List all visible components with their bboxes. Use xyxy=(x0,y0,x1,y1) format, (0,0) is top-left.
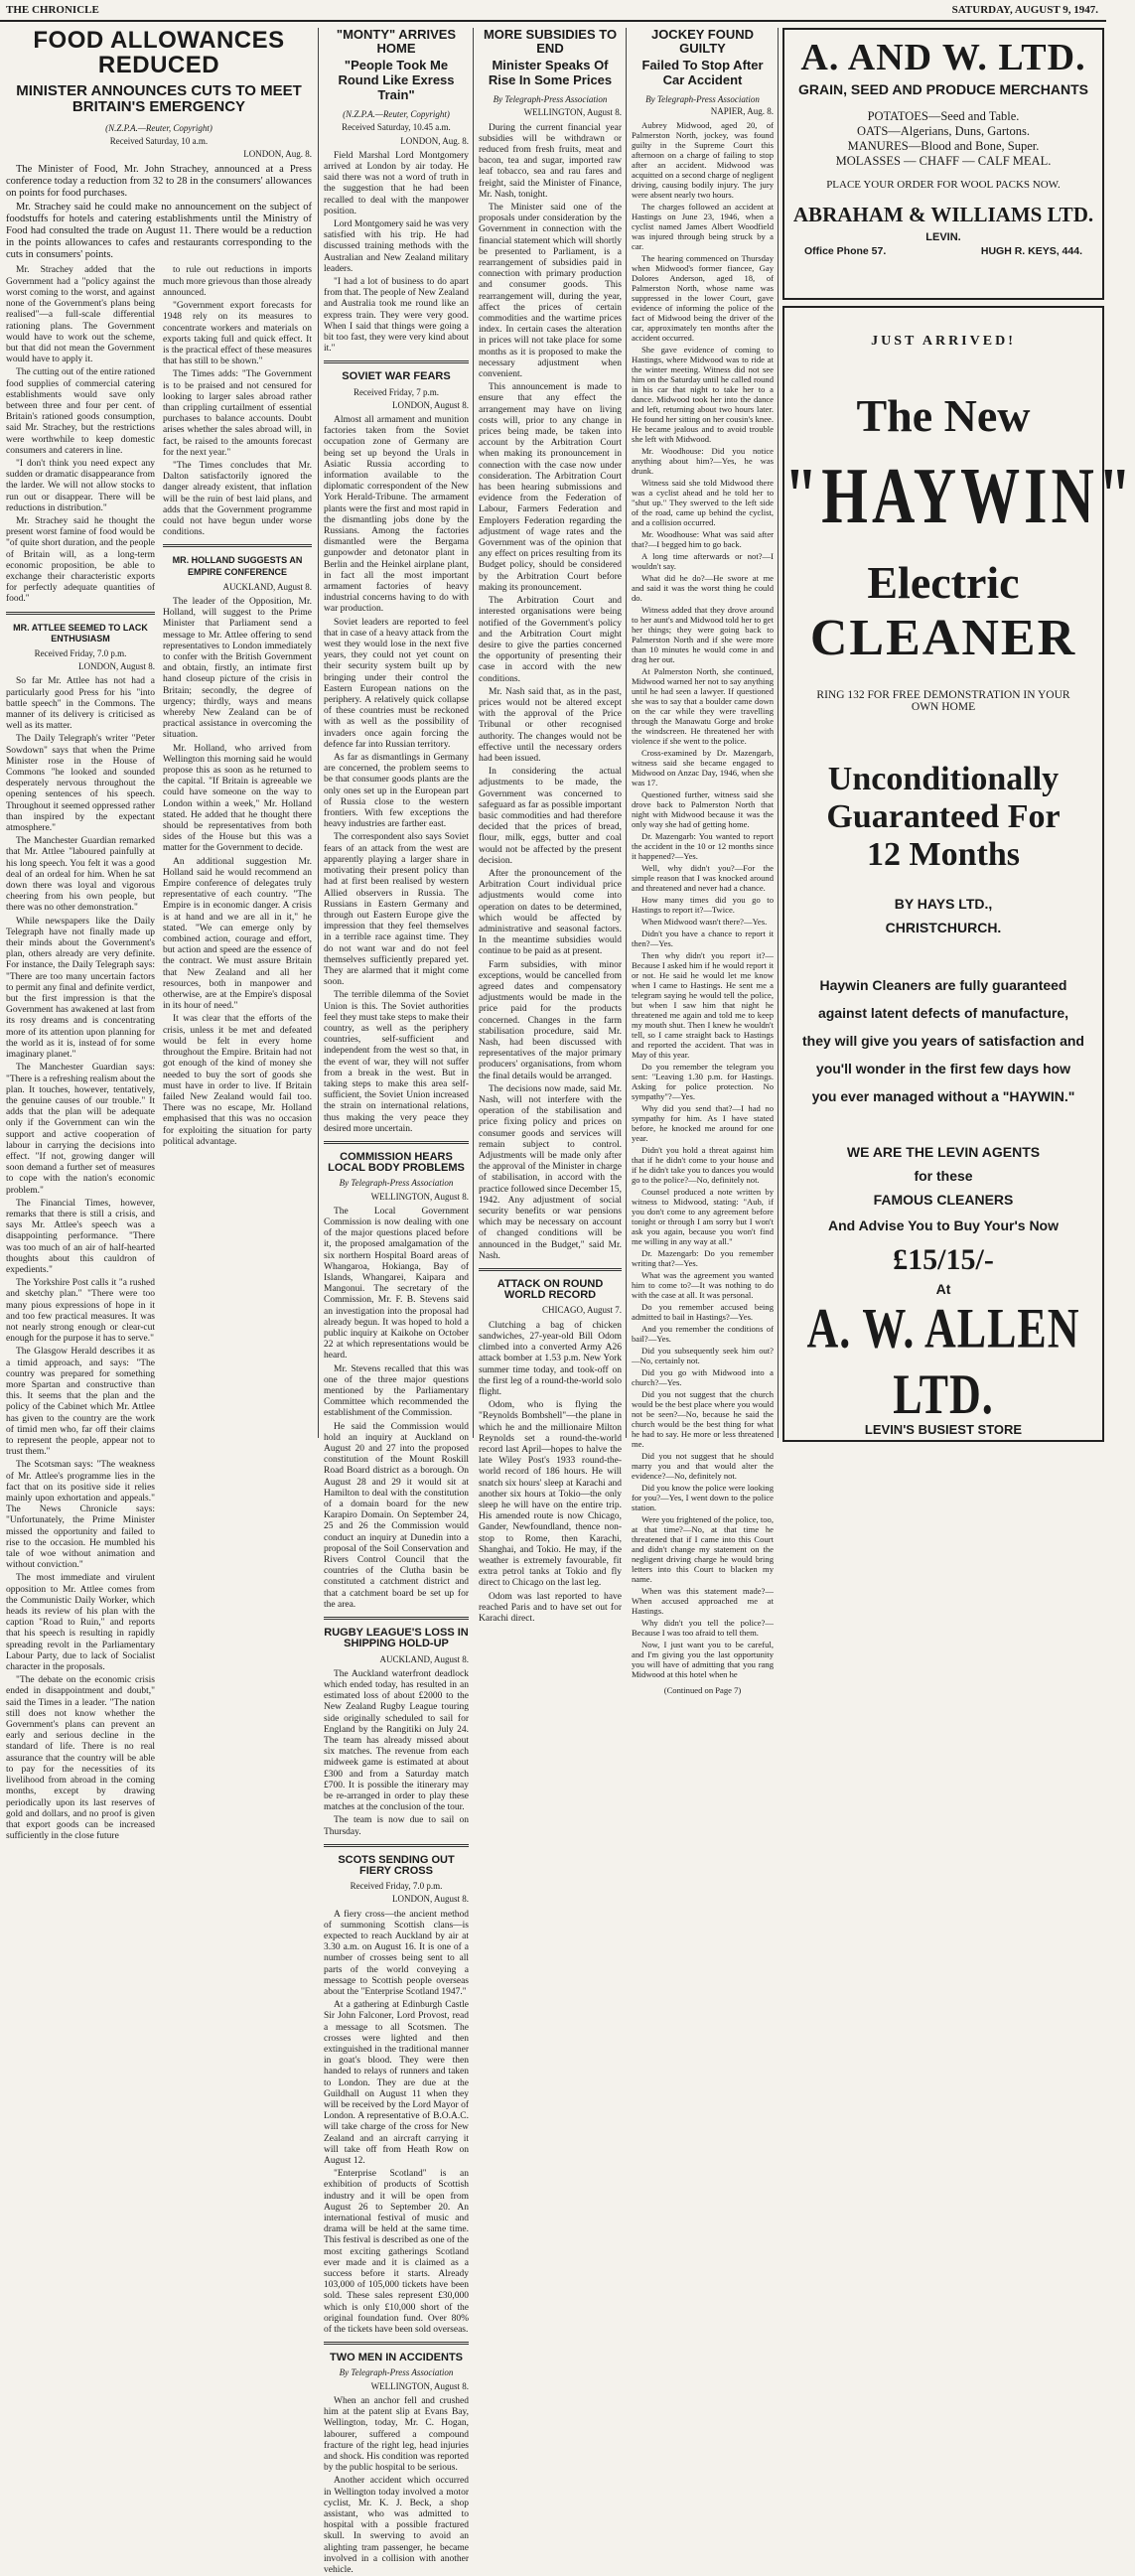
food-lead-1: The Minister of Food, Mr. John Strachey, announced at a Press conference today a reduction from 32 to 28 in the consumers' allowances on points for food purchases. xyxy=(6,164,312,200)
flight-para: Odom was last reported to have reached Paris and to have set out for Karachi direct. xyxy=(479,1591,622,1624)
scots-para: At a gathering at Edinburgh Castle Sir John Falconer, Lord Provost, read a message to all Scotsmen. The crosses were lighted and then extinguished in the traditional manner in goat's blood. They were then handed to relays of runners and taken to London. They are due at the Guildhall on August 11 when they will be received by the Lord Mayor of London. A representative of B.O.A.C. will take charge of the cross for New Zealand and an aircraft carrying it will take off from Heath Row on August 12. xyxy=(324,2000,469,2167)
scots-received: Received Friday, 7.0 p.m. xyxy=(350,1881,443,1892)
jockey-para: Witness added that they drove around to her aunt's and Midwood told her to get her things; they were going back to Palmerston North and if she were more than 10 minutes he would come in and drag her out. xyxy=(632,605,774,665)
soviet-received: Received Friday, 7 p.m. xyxy=(354,386,439,397)
food-credit: (N.Z.P.A.—Reuter, Copyright) xyxy=(105,122,213,133)
ad-aw-phone-keys: HUGH R. KEYS, 444. xyxy=(980,245,1082,257)
attlee-para: The Manchester Guardian says: "There is a refreshing realism about the plan. It touches, however, tentatively, the genuine causes of our trouble." It adds that the plan will be adequate only if the Government can win the support and active cooperation of labour in carrying the decisions into effect. "If not, growing danger will soon demand a further set of measures to cope with the nation's economic problem." xyxy=(6,1063,156,1196)
commission-para: He said the Commission would hold an inquiry at Auckland on August 20 and 27 into the proposed constitution of the Mount Roskill Road Board district as a borough. On August 28 and 29 it would sit at Hamilton to deal with the constitution of a domain board for the new Karapiro Domain. On September 24, 25 and 26 the Commission would conduct an inquiry at Dunedin into a proposal of the Soil Conservation and Rivers Control Council that the countries of the Clutha basin be constituted a catchment district and that a catchment board be set up for the area. xyxy=(324,1421,469,1610)
food-lead-2: Mr. Strachey said he could make no announcement on the subject of foodstuffs for hotels and catering establishments until the Ministry of Food had consulted the trade on August 11. There would be a reduction in the points allowances to cafes and restaurants corresponding to the cuts in consumers' points. xyxy=(6,202,312,261)
food-para: The Times adds: "The Government is to be praised and not censured for looking to larger sales abroad rather than crippling curtailment of essential purchases to balance accounts. Doubt arises whether the sales abroad will, in fact, be raised to the amounts forecast for the next year." xyxy=(163,369,312,458)
divider xyxy=(6,612,155,615)
column-rule xyxy=(473,28,474,1438)
attlee-para: The Yorkshire Post calls it "a rushed and sketchy plan." "There were too many pious expressions of hope in it and too few practical measures. It was not nearly strong enough or clear-cut enough for the purpose it has to serve." xyxy=(6,1278,155,1345)
jockey-headline: JOCKEY FOUND GUILTY xyxy=(650,27,755,56)
divider xyxy=(324,2342,469,2345)
ad-haywin-price: £15/15/- xyxy=(893,1243,994,1276)
ad-aw-town: LEVIN. xyxy=(925,231,961,243)
subsidies-para: During the current financial year subsidies will be withdrawn or reduced from fresh fruits, meat and bacon, tea and sugar, imported raw leaf tobacco, sea and rau fares and freight, said the Minister of Finance, Mr. Nash, tonight. xyxy=(479,122,622,200)
holland-para: It was clear that the efforts of the crisis, unless it be met and defeated would be felt in every home throughout the Empire. Britain had not got enough of the kind of money she needed to buy the sort of goods she must have in order to live. If Britain failed New Zealand would fail too. There was no escape, Mr. Holland emphasised that this was no occasion for exploiting the situation for party political advantage. xyxy=(163,1014,312,1147)
column-3 xyxy=(479,27,622,1624)
jockey-para: Aubrey Midwood, aged 20, of Palmerston North, jockey, was found guilty in the Supreme Court this afternoon on a charge of failing to stop after an accident. Midwood was acquitted on a second charge of negligent driving, causing bodily injury. The jury were absent nearly two hours. xyxy=(632,120,774,201)
food-article xyxy=(6,27,312,1842)
flight-headline: ATTACK ON ROUND WORLD RECORD xyxy=(497,1278,604,1302)
flight-para: Odom, who is flying the "Reynolds Bombshell"—the plane in which he and the millionaire Milton Reynolds set a round-the-world record last April—hopes to halve the late Wiley Post's 1933 round-the-world record of 186 hours. He will snatch six hours' sleep at Karachi and another six hours at Tokio—the only sleep he will have on the entire trip. His amended route is now Chicago, Gander, Newfoundland, thence non-stop to Rome, then Karachi, Shanghai, and Tokio. He may, if the weather is extremely favourable, fit extra petrol tanks at Tokio and fly direct to Chicago on the last leg. xyxy=(479,1400,622,1589)
ad-haywin-body: Haywin Cleaners are fully guaranteed against latent defects of manufacture, they will give you years of satisfaction and you'll wonder in the first few days how you ever managed without a "HAYWIN." xyxy=(802,977,1084,1104)
ad-haywin-advise: And Advise You to Buy Your's Now xyxy=(827,1217,1060,1233)
commission-headline: COMMISSION HEARS LOCAL BODY PROBLEMS xyxy=(328,1150,465,1175)
column-rule xyxy=(626,28,627,1438)
subsidies-para: After the pronouncement of the Arbitration Court individual price adjustments would come into operation on dates to be determined, which would be affected by administrative and seasonal factors. In the meantime subsidies would continue to be paid as at present. xyxy=(479,868,622,957)
ad-haywin-cleaner: CLEANER xyxy=(809,610,1077,666)
monty-para: "I had a lot of business to do apart from that. The people of New Zealand and Australia took me round like an express train. They were very good. When I said that things were going a bit too fast, they were very kind about it." xyxy=(324,276,469,355)
ad-haywin-store: A. W. ALLEN LTD. xyxy=(806,1297,1080,1426)
food-para: "Government export forecasts for 1948 rely on its measures to concentrate workers and materials on exports taking full and quick effect. It is the practical effect of these measures that has still to be shown." xyxy=(163,301,312,367)
jockey-para: The hearing commenced on Thursday when Midwood's former fiancee, Gay Dolores Anderson, aged 18, of Palmerston North, whose name was suppressed in the lower Court, gave evidence of informing the police of the fact of Midwood being the driver of the car, approximately ten months after the accident occurred. xyxy=(632,253,774,344)
column-2 xyxy=(324,27,469,2575)
commission-credit: By Telegraph-Press Association xyxy=(339,1178,454,1189)
divider xyxy=(324,1141,469,1144)
rugby-para: The team is now due to sail on Thursday. xyxy=(324,1815,469,1837)
soviet-para: Soviet leaders are reported to feel that in case of a heavy attack from the west they would lose in the next five years, they could not yet count on their security system built up by bringing under their control the Eastern European nations on the periphery. A relatively quick collapse of these countries must be reckoned with as well as the possibility of invaders once again forcing the defence far into Russian territory. xyxy=(324,617,469,750)
divider xyxy=(324,1617,469,1620)
ad-haywin-famous: FAMOUS CLEANERS xyxy=(873,1192,1014,1208)
monty-headline: "MONTY" ARRIVES HOME xyxy=(336,27,457,56)
monty-para: Lord Montgomery said he was very satisfied with his trip. He had discussed training methods with the Australian and New Zealand military leaders. xyxy=(324,218,469,274)
ad-abraham-williams xyxy=(782,28,1104,300)
ad-haywin-electric: Electric xyxy=(867,557,1020,608)
jockey-para: Cross-examined by Dr. Mazengarb, witness said she became engaged to Midwood on Anzac Day, 1946, when she was 17. xyxy=(632,748,774,788)
jockey-para: Did you not suggest that the church would be the best place where you would not be seen?—No, because he said the church would be the best thing for what he had to say. He more or less threatened me. xyxy=(632,1389,774,1450)
accidents-para: When an anchor fell and crushed him at the patent slip at Evans Bay, Wellington, today, Mr. C. Hogan, labourer, suffered a compound fracture of the right leg, head injuries and shock. His condition was reported by the public hospital to be serious. xyxy=(324,2395,469,2474)
attlee-para: The Glasgow Herald describes it as a timid approach, and says: "The country was prepared for something more Spartan and constructive than this. It seems that the plan and the policy of the Cabinet which Mr. Attlee has given to the country are the work of timid men who, far off their claims to represent the people, appear not to trust them." xyxy=(6,1347,155,1458)
food-received: Received Saturday, 10 a.m. xyxy=(109,136,209,147)
jockey-para: Were you frightened of the police, too, at that time?—No, at that time he threatened that if I came into this Court and didn't change my statement on the negligent driving charge he would bring letters into this Court to blacken my name. xyxy=(632,1514,774,1585)
jockey-para: A long time afterwards or not?—I wouldn't say. xyxy=(632,551,774,572)
holland-para: The leader of the Opposition, Mr. Holland, will suggest to the Prime Minister that Parliament send a message to Mr. Attlee offering to send representatives to London immediately to confer with the British Government and obtain, firstly, an intimate first hand closeup picture of the crisis in Britain; secondly, the degree of urgency; thirdly, ways and means whereby New Zealand can be of practical assistance in overcoming the situation. xyxy=(163,596,312,741)
attlee-headline: MR. ATTLEE SEEMED TO LACK ENTHUSIASM xyxy=(13,622,148,644)
commission-dateline: WELLINGTON, August 8. xyxy=(370,1191,469,1202)
divider xyxy=(479,1268,622,1271)
attlee-para: The Daily Telegraph's writer "Peter Sowdown" says that when the Prime Minister rose in the House of Commons "he looked and sounded desperately nervous throughout the opening sentences of his speech. Throughout it seemed oppressed rather than inspired by the expectant atmosphere." xyxy=(6,734,155,834)
subsidies-subhead: Minister Speaks Of Rise In Some Prices xyxy=(488,58,613,88)
jockey-para: Do you remember accused being admitted to bail in Hastings?—Yes. xyxy=(632,1302,774,1323)
masthead-title: THE CHRONICLE xyxy=(6,4,99,16)
ad-aw-line: MANURES—Blood and Bone, Super. xyxy=(847,139,1040,153)
jockey-para: Mr. Woodhouse: Did you notice anything about him?—Yes, he was drunk. xyxy=(632,446,774,477)
subsidies-para: The Arbitration Court and interested organisations were being notified of the Government's policy and the Arbitration Court might desire to give the parties concerned the opportunity of presenting their case in accord with the new conditions. xyxy=(479,596,622,684)
commission-para: Mr. Stevens recalled that this was one of the three major questions mentioned by the Parliamentary Committee which recommended the establishment of the Commission. xyxy=(324,1363,469,1419)
monty-dateline: LONDON, Aug. 8. xyxy=(400,135,469,146)
attlee-para: "The debate on the economic crisis ended in disappointment and doubt," said the Times in a leader. "The nation still does not know whether the Government's plans can prevent an early and serious decline in the standard of life. There is no real assurance that the country will be able to pay for the necessities of its livelihood from abroad in the coming months, except by drawing periodically upon its last reserves of gold and dollars, and no proof is given that export goods can be increased sufficiently in the close future xyxy=(6,1675,155,1842)
jockey-para: Did you subsequently seek him out?—No, certainly not. xyxy=(632,1346,774,1366)
food-col-left xyxy=(6,265,155,1844)
masthead-date: SATURDAY, AUGUST 9, 1947. xyxy=(951,4,1098,16)
column-4 xyxy=(632,27,774,1696)
attlee-received: Received Friday, 7.0 p.m. xyxy=(34,647,127,658)
flight-dateline: CHICAGO, August 7. xyxy=(541,1305,622,1316)
jockey-para: Questioned further, witness said she drove back to Palmerston North that night with Midwood because it was the only way she had of getting home. xyxy=(632,789,774,830)
holland-para: Mr. Holland, who arrived from Wellington this morning said he would propose this as soon as he returned to the capital. "If Britain is agreeable we could have someone on the way to London within a week," Mr. Holland stated. He added that he thought there should be representatives from both sides of the House but this was a matter for the Government to decide. xyxy=(163,743,312,854)
scots-para: "Enterprise Scotland" is an exhibition of products of Scottish industry and it will be open from August 26 to September 20. An international festival of music and drama will be held at the same time. This festival is described as one of the most exciting gatherings Scotland ever made and it is claimed as a success before it starts. Already 103,000 of 105,000 tickets have been sold. These sales represent £30,000 which is only £10,000 short of the original foundation fund. Over 80% of the tickets have been sold overseas. xyxy=(324,2169,469,2336)
food-para: The cutting out of the entire rationed food supplies of commercial catering establishments would save only between three and four per cent. of Britain's rationed goods consumption, said Mr. Strachey, but the restrictions were worthwhile to keep domestic consumers and caterers in line. xyxy=(6,367,155,456)
soviet-para: Almost all armament and munition factories taken from the Soviet occupation zone of Germany are being set up beyond the Urals in Asiatic Russia according to information available to the diplomatic correspondent of the New York Herald-Tribune. The armament plants were the first and most rapid in the dismantling jobs done by the Russians. Among the factories dismantled were the Bergama gunpowder and detonator plant in Berlin and the Heinkel airplane plant, in fact all the most important armament factories of heavy industrial concerns having to do with war production. xyxy=(324,414,469,615)
jockey-para: Didn't you have a chance to report it then?—Yes. xyxy=(632,929,774,949)
jockey-para: When was this statement made?—When accused approached me at Hastings. xyxy=(632,1586,774,1617)
soviet-para: The correspondent also says Soviet fears of an attack from the west are apparently playing a larger share in motivating their present policy than had at first been realised by western Allied observers in Russia. The Russians in Eastern Germany and through out Eastern Europe give the impression that they feel themselves in a terrible race against time. They do not want war and do not feel themselves sufficiently prepared yet. They are alarmed that it might come soon. xyxy=(324,832,469,988)
ad-haywin-agents: WE ARE THE LEVIN AGENTS xyxy=(846,1144,1041,1160)
monty-para: Field Marshal Lord Montgomery arrived at London by air today. He said there was not a word of truth in the suggestion that he had been recalled to deal with the manpower position. xyxy=(324,150,469,216)
attlee-para: The most immediate and virulent opposition to Mr. Attlee comes from the Communistic Daily Worker, which heads its review of his plan with the caption "Road to Ruin," and reports that his speech is resulting in rapidly spreading revolt in the Parliamentary Labour Party, due to lack of Socialist character in the proposals. xyxy=(6,1573,155,1673)
attlee-para: While newspapers like the Daily Telegraph have not finally made up their minds about the Government's plan, others already are very definite. For instance, the Daily Telegraph says: "There are too many uncertain factors to permit any final and definite verdict, but the first impression is that the Government has awakened at last from its rosy dreams and is concentrating more of its attention upon planning for the world as it is, instead of for some imaginary planet." xyxy=(6,916,155,1061)
ad-aw-line: OATS—Algerians, Duns, Gartons. xyxy=(857,124,1030,138)
accidents-dateline: WELLINGTON, August 8. xyxy=(370,2380,469,2391)
attlee-para: The Manchester Guardian remarked that Mr. Attlee "laboured painfully at his long speech. You felt it was a good deal of an ordeal for him. When he sat down there was loyal and vigorous cheering from his own people, but there was no other demonstration." xyxy=(6,836,155,914)
ad-aw-line: MOLASSES — CHAFF — CALF MEAL. xyxy=(835,154,1052,168)
jockey-dateline: NAPIER, Aug. 8. xyxy=(710,106,774,117)
jockey-para: Now, I just want you to be careful, and I'm giving you the last opportunity you will have of admitting that you rang Midwood at this hotel when he xyxy=(632,1640,774,1680)
jockey-para: And you remember the conditions of bail?—Yes. xyxy=(632,1324,774,1345)
jockey-para: Why didn't you tell the police?—Because I was too afraid to tell them. xyxy=(632,1618,774,1639)
subsidies-para: This announcement is made to ensure that any effect the arrangement may have on living costs will, prior to any change in prices being made, be taken into account by the Arbitration Court when making its pronouncement in connection with the case now under consideration. The Arbitration Court has been hearing submissions and evidence from the Federation of Labour, Farmers Federation and Employers Federation regarding the adjustment of wage rates and the Government was of the opinion that any effect on prices resulting from its Budget policy, should be considered by the Arbitration Court before making its pronouncement. xyxy=(479,382,622,593)
divider xyxy=(324,1844,469,1847)
ad-aw-cta: PLACE YOUR ORDER FOR WOOL PACKS NOW. xyxy=(826,179,1061,191)
monty-subhead: "People Took Me Round Like Exress Train" xyxy=(338,58,455,103)
ad-haywin-guarantee-2: Guaranteed For xyxy=(826,798,1061,835)
jockey-para: Then why didn't you report it?—Because I asked him if he would report it or not. He said he would let me know when I came to Hastings. He sent me a telegram saying he would tell the police, but when I saw him that night he threatened me again and told me to keep my mouth shut. Then I knew he wouldn't tell, so I came straight back to Hastings and reported the accident. That was in May of this year. xyxy=(632,950,774,1061)
jockey-para: What did he do?—He swore at me and said it was the worst thing he could do. xyxy=(632,573,774,604)
jockey-para: Did you know the police were looking for you?—Yes, I went down to the police station. xyxy=(632,1483,774,1513)
jockey-para: When Midwood wasn't there?—Yes. xyxy=(641,917,768,928)
subsidies-credit: By Telegraph-Press Association xyxy=(493,94,608,105)
jockey-para: Did you go with Midwood into a church?—Yes. xyxy=(632,1367,774,1388)
jockey-para: She gave evidence of coming to Hastings, where Midwood was to ride at the winter meeting. Witness did not see him on the Saturday until he called round in his car that night to take her to a dance. Midwood took her into the dance and left, returning about two hours later. He found her sitting on her cousin's knee. He became jealous and to avoid trouble she left with Midwood. xyxy=(632,345,774,445)
ad-haywin-city: CHRISTCHURCH. xyxy=(885,920,1002,935)
ad-haywin-at: At xyxy=(935,1281,951,1297)
jockey-continued: (Continued on Page 7) xyxy=(663,1685,742,1696)
accidents-para: Another accident which occurred in Wellington today involved a motor cyclist, Mr. K. J. Beck, a shop assistant, who was admitted to hospital with a possible fractured skull. In swerving to avoid an alighting tram passenger, he became involved in a collision with another vehicle. xyxy=(324,2476,469,2575)
column-rule xyxy=(778,28,779,1438)
jockey-para: Dr. Mazengarb: You wanted to report the accident in the 10 or 12 months since it happened?—Yes. xyxy=(632,831,774,862)
food-subhead: MINISTER ANNOUNCES CUTS TO MEET BRITAIN'S EMERGENCY xyxy=(16,82,302,116)
jockey-para: Counsel produced a note written by witness to Midwood, stating: "Aub, if you don't come to any agreement before tonight or through I am sorry but I won't ask you again, because you won't find me willing in any way at all." xyxy=(632,1187,774,1247)
jockey-para: At Palmerston North, she continued, Midwood warned her not to say anything until he had seen a lawyer. If questioned she was to say that a boulder came down on the car while they were travelling through the Manawatu Gorge and broke the windscreen. He threatened her with violence if she went to the police. xyxy=(632,666,774,747)
accidents-headline: TWO MEN IN ACCIDENTS xyxy=(329,2352,464,2364)
flight-para: Clutching a bag of chicken sandwiches, 27-year-old Bill Odom climbed into a converted Army A26 attack bomber at 1.53 p.m. New York summer time today, and took-off on the first leg of a round-the-world solo flight. xyxy=(479,1320,622,1397)
jockey-para: What was the agreement you wanted him to come to?—It was nothing to do with the case at all. It was personal. xyxy=(632,1270,774,1301)
subsidies-para: Mr. Nash said that, as in the past, prices would not be altered except with the approval of the Price Tribunal or other recognised authority. The changes would not be effective until the necessary orders had been issued. xyxy=(479,686,622,764)
ad-haywin-guarantee-1: Unconditionally xyxy=(827,761,1060,797)
ad-aw-tagline: GRAIN, SEED AND PRODUCE MERCHANTS xyxy=(798,81,1088,97)
commission-para: The Local Government Commission is now dealing with one of the major questions placed before it, the proposed amalgamation of the six northern Hospital Board areas of Whangaroa, Hokianga, Bay of Islands, Whangarei, Kaipara and Mangonui. The secretary of the Commission, Mr. F. B. Stevens said an investigation into the proposal had already begun. It was hoped to hold a public inquiry at Kaikohe on October 22 at which representations would be heard. xyxy=(324,1206,469,1361)
subsidies-dateline: WELLINGTON, August 8. xyxy=(523,107,622,118)
food-para: Mr. Strachey added that the Government had a "policy against the worst coming to the worst, and against none of the Government's plans being realised"—a full-scale differential rationing plans. The Government would have to work out the scheme, but that did not mean the Government would have to apply it. xyxy=(6,265,155,365)
attlee-dateline: LONDON, August 8. xyxy=(77,661,155,672)
monty-received: Received Saturday, 10.45 a.m. xyxy=(342,122,451,133)
jockey-para: Why did you send that?—I had no sympathy for him. As I have stated before, he knocked me around for one year. xyxy=(632,1103,774,1144)
scots-dateline: LONDON, August 8. xyxy=(391,1894,469,1905)
ad-aw-phone-office: Office Phone 57. xyxy=(804,245,887,257)
ad-haywin-by: BY HAYS LTD., xyxy=(894,896,993,912)
column-rule xyxy=(318,28,319,1438)
subsidies-headline: MORE SUBSIDIES TO END xyxy=(483,27,618,56)
jockey-credit: By Telegraph-Press Association xyxy=(645,94,760,105)
soviet-para: As far as dismantlings in Germany are concerned, the problem seems to be that consumer goods plants are the only ones set up in the European part of Russia close to the western frontiers. With few exceptions the heavy industries are farther east. xyxy=(324,753,469,830)
ad-haywin-arrived: JUST ARRIVED! xyxy=(871,334,1016,349)
jockey-para: Do you remember the telegram you sent: "Leaving 1.30 p.m. for Hastings. Asking for police protection. No sympathy"?—Yes. xyxy=(632,1062,774,1102)
jockey-para: Didn't you hold a threat against him that if he didn't come to your house and if he didn't take you to dances you would go to the police?—No, definitely not. xyxy=(632,1145,774,1186)
rugby-headline: RUGBY LEAGUE'S LOSS IN SHIPPING HOLD-UP xyxy=(324,1627,469,1650)
attlee-para: The Scotsman says: "The weakness of Mr. Attlee's programme lies in the fact that on its positive side it relies mainly upon exhortation and appeals." The News Chronicle says: "Unfortunately, the Prime Minister missed the opportunity and failed to rise to the occasion. He mumbled his tale of woe without animation and without conviction." xyxy=(6,1460,155,1571)
subsidies-para: In considering the actual adjustments to be made, the Government was concerned to safeguard as far as possible important basic commodities and had therefore decided that the prices of bread, flour, milk, eggs, butter and coal would not be affected by the present decision. xyxy=(479,767,622,866)
food-para: to rule out reductions in imports much more grievous than those already announced. xyxy=(163,265,312,298)
attlee-para: The Financial Times, however, remarks that there is still a crisis, and says Mr. Attlee's speech was a disappointing performance. "There was too much of an air of half-hearted thoughts about this cauldron of expedients." xyxy=(6,1198,155,1275)
jockey-subhead: Failed To Stop After Car Accident xyxy=(641,58,764,88)
ad-haywin-slogan: LEVIN'S BUSIEST STORE xyxy=(864,1422,1023,1437)
ad-haywin-brand: "HAYWIN" xyxy=(784,451,1135,540)
scots-para: A fiery cross—the ancient method of summoning Scottish clans—is expected to reach Auckland by air at 3.30 a.m. on August 16. It is one of a number of crosses being sent to all parts of the world conveying a message to Scottish people overseas about the "Enterprise Scotland 1947." xyxy=(324,1909,469,1997)
masthead-bar xyxy=(0,0,1106,22)
subsidies-para: The decisions now made, said Mr. Nash, will not interfere with the operation of the stabilisation and price fixing policy and prices on consumer goods and services will remain subject to control. Adjustments will be made only after the approval of the Minister in charge of stabilisation, in accord with the practice followed since December 15, 1942. Any adjustment of social security benefits or war pensions which may be necessary on account of changed conditions will be announced in the Budget," said Mr. Nash. xyxy=(479,1083,622,1261)
soviet-dateline: LONDON, August 8. xyxy=(391,399,469,410)
jockey-para: How many times did you go to Hastings to report it?—Twice. xyxy=(632,895,774,916)
attlee-para: So far Mr. Attlee has not had a particularly good Press for his "into battle speech" in the Commons. The manner of its delivery is criticised as well as its matter. xyxy=(6,676,155,732)
rugby-dateline: AUCKLAND, August 8. xyxy=(379,1653,469,1664)
subsidies-para: Farm subsidies, with minor exceptions, would be cancelled from agreed dates and compensatory adjustments would be made in the price paid for the products concerned. Changes in the farm stabilisation procedure, said Mr. Nash, had been discussed with representatives of the major primary producers' organisations, from whom the final details would be arranged. xyxy=(479,959,622,1081)
ad-haywin xyxy=(782,306,1135,1442)
food-para: "The Times concludes that Mr. Dalton satisfactorily ignored the danger already existent, that inflation will be the ruin of best laid plans, and adds that the Government programme could not have begun under worse conditions. xyxy=(163,460,312,538)
ad-aw-line: POTATOES—Seed and Table. xyxy=(867,109,1020,123)
soviet-para: The terrible dilemma of the Soviet Union is this. The Soviet authorities feel they must take steps to make their country, as well as the periphery countries, self-sufficient and independent from the west so that, in the event of war, they will not suffer from a break in the west. But in taking steps to make this area self-sufficient, the Soviet Union increased the strain on international relations, thus making the very peace they desired more uncertain. xyxy=(324,990,469,1134)
holland-dateline: AUCKLAND, August 8. xyxy=(222,581,312,592)
ad-aw-company: ABRAHAM & WILLIAMS LTD. xyxy=(792,203,1094,226)
ad-aw-title: A. AND W. LTD. xyxy=(800,37,1086,78)
jockey-para: Witness said she told Midwood there was a cyclist ahead and he told her to "shut up." They swerved to the left side of the road, came up behind the cyclist, and a collision occurred. xyxy=(632,478,774,528)
ad-haywin-for-these: for these xyxy=(914,1168,973,1184)
divider xyxy=(163,544,312,547)
food-para: "I don't think you need expect any sudden or dramatic disappearance from the larder. We will not allow stocks to run out or disappear. There will be reductions in distribution." xyxy=(6,458,155,513)
jockey-para: The charges followed an accident at Hastings on June 23, 1946, when a cyclist named James Albert Woodfield was injured through being struck by a car. xyxy=(632,202,774,252)
jockey-para: Mr. Woodhouse: What was said after that?—I begged him to go back. xyxy=(632,529,774,550)
holland-headline: MR. HOLLAND SUGGESTS AN EMPIRE CONFERENCE xyxy=(172,555,303,577)
jockey-para: Did you not suggest that he should marry you and that would alter the evidence?—No, definitely not. xyxy=(632,1451,774,1482)
food-headline: FOOD ALLOWANCES REDUCED xyxy=(33,27,285,79)
ad-haywin-guarantee-3: 12 Months xyxy=(867,836,1020,873)
divider xyxy=(324,360,469,363)
holland-para: An additional suggestion Mr. Holland said he would recommend an Empire conference of delegates truly representative of each country. "The Empire is in economic danger. A crisis is at hand and we are all in it," he stated. "We can emerge only by combined action, courage and effort, but action and speed are the essence of the contract. We must assure Britain that New Zealand and all her resources, both in manpower and otherwise, are at the Empire's disposal in its hour of need." xyxy=(163,856,312,1012)
food-para: Mr. Strachey said he thought the present worst famine of food would be "of quite short duration, and the people of Britain will, as a long-term economic proposition, be able to exchange their characteristic exports for perfectly adequate quantities of food." xyxy=(6,515,155,605)
accidents-credit: By Telegraph-Press Association xyxy=(339,2367,454,2378)
jockey-para: Well, why didn't you?—For the simple reason that I was knocked around and threatened and never had a chance. xyxy=(632,863,774,894)
jockey-para: Dr. Mazengarb: Do you remember writing that?—Yes. xyxy=(632,1248,774,1269)
food-col-right xyxy=(163,265,312,1844)
ad-haywin-ring: RING 132 FOR FREE DEMONSTRATION IN YOUR OWN HOME xyxy=(816,689,1070,713)
food-dateline: LONDON, Aug. 8. xyxy=(243,149,312,160)
rugby-para: The Auckland waterfront deadlock which ended today, has resulted in an estimated loss of about £2000 to the New Zealand Rugby League touring side originally scheduled to sail for England by the Rangitiki on July 24. The team has already missed about six matches. The revenue from each midweek game is estimated at about £300 and from a Saturday match £700. It is possible the itinerary may be re-arranged in order to play these matches at the conclusion of the tour. xyxy=(324,1668,469,1813)
subsidies-para: The Minister said one of the proposals under consideration by the Government in connection with the financial statement which will shortly be presented to Parliament, is a rearrangement of subsidies paid in connection with primary production and consumer goods. This rearrangement will, during the year, affect the prices of certain commodities and the wartime prices index. In certain cases the alteration in prices will not take place for some months as it is proposed to make the necessary adjustment when convenient. xyxy=(479,202,622,380)
soviet-headline: SOVIET WAR FEARS xyxy=(342,370,451,383)
ad-haywin-new: The New xyxy=(856,390,1031,441)
scots-headline: SCOTS SENDING OUT FIERY CROSS xyxy=(338,1853,455,1877)
monty-credit: (N.Z.P.A.—Reuter, Copyright) xyxy=(343,109,450,120)
